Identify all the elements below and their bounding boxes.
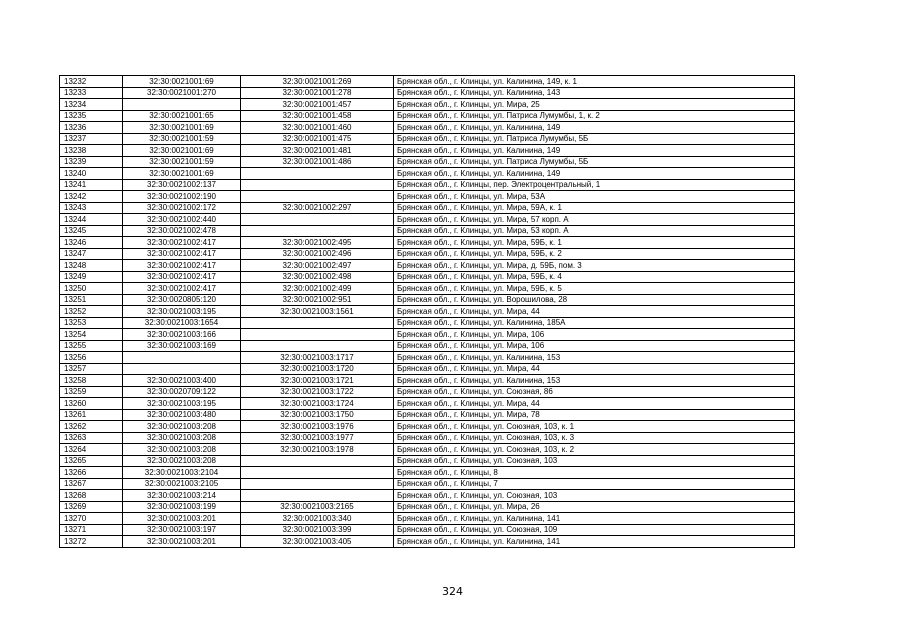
address-cell: Брянская обл., г. Клинцы, ул. Мира, 53 корп. А [394, 225, 795, 237]
row-number-cell: 13232 [60, 76, 123, 88]
table-row [60, 133, 795, 145]
address-cell: Брянская обл., г. Клинцы, ул. Калинина, 149 [394, 145, 795, 157]
cadastral-number-parcel-cell: 32:30:0021001:69 [123, 145, 241, 157]
row-number-cell: 13256 [60, 352, 123, 364]
table-row [60, 317, 795, 329]
table-row [60, 214, 795, 226]
table-row [60, 432, 795, 444]
address-cell: Брянская обл., г. Клинцы, 7 [394, 478, 795, 490]
table-row [60, 340, 795, 352]
address-cell: Брянская обл., г. Клинцы, ул. Союзная, 103, к. 1 [394, 421, 795, 433]
cadastral-number-parcel-cell: 32:30:0021003:166 [123, 329, 241, 341]
cadastral-number-object-cell: 32:30:0021003:1722 [241, 386, 394, 398]
table-row [60, 513, 795, 525]
cadastral-number-parcel-cell: 32:30:0021003:1654 [123, 317, 241, 329]
cadastral-number-parcel-cell: 32:30:0021002:417 [123, 237, 241, 249]
table-row [60, 409, 795, 421]
cadastral-number-object-cell [241, 455, 394, 467]
cadastral-number-object-cell: 32:30:0021001:278 [241, 87, 394, 99]
cadastral-number-object-cell [241, 179, 394, 191]
row-number-cell: 13242 [60, 191, 123, 203]
cadastral-number-object-cell: 32:30:0021003:1976 [241, 421, 394, 433]
cadastral-number-parcel-cell: 32:30:0021001:69 [123, 122, 241, 134]
row-number-cell: 13261 [60, 409, 123, 421]
table-row [60, 283, 795, 295]
table-row [60, 444, 795, 456]
address-cell: Брянская обл., г. Клинцы, ул. Мира, 44 [394, 306, 795, 318]
table-row [60, 455, 795, 467]
cadastral-number-parcel-cell: 32:30:0021003:480 [123, 409, 241, 421]
cadastral-number-object-cell [241, 490, 394, 502]
cadastral-number-object-cell: 32:30:0021001:486 [241, 156, 394, 168]
table-row [60, 386, 795, 398]
cadastral-number-parcel-cell: 32:30:0021003:195 [123, 398, 241, 410]
table-row [60, 156, 795, 168]
address-cell: Брянская обл., г. Клинцы, ул. Мира, 78 [394, 409, 795, 421]
cadastral-number-object-cell: 32:30:0021003:1720 [241, 363, 394, 375]
cadastral-number-parcel-cell: 32:30:0020709:122 [123, 386, 241, 398]
cadastral-number-parcel-cell: 32:30:0021002:417 [123, 248, 241, 260]
cadastral-number-parcel-cell: 32:30:0021003:197 [123, 524, 241, 536]
table-row [60, 536, 795, 548]
address-cell: Брянская обл., г. Клинцы, 8 [394, 467, 795, 479]
table-row [60, 168, 795, 180]
row-number-cell: 13235 [60, 110, 123, 122]
cadastral-number-object-cell [241, 168, 394, 180]
address-cell: Брянская обл., г. Клинцы, ул. Мира, 59Б, к. 4 [394, 271, 795, 283]
row-number-cell: 13259 [60, 386, 123, 398]
cadastral-number-parcel-cell: 32:30:0021003:208 [123, 455, 241, 467]
table-row [60, 467, 795, 479]
cadastral-number-object-cell: 32:30:0021001:457 [241, 99, 394, 111]
cadastral-number-parcel-cell: 32:30:0021003:214 [123, 490, 241, 502]
cadastral-number-parcel-cell: 32:30:0021003:199 [123, 501, 241, 513]
row-number-cell: 13266 [60, 467, 123, 479]
address-cell: Брянская обл., г. Клинцы, ул. Калинина, 149 [394, 168, 795, 180]
cadastral-number-parcel-cell: 32:30:0021003:201 [123, 513, 241, 525]
row-number-cell: 13247 [60, 248, 123, 260]
cadastral-number-parcel-cell: 32:30:0021002:417 [123, 283, 241, 295]
table-row [60, 352, 795, 364]
address-cell: Брянская обл., г. Клинцы, ул. Союзная, 103 [394, 490, 795, 502]
address-cell: Брянская обл., г. Клинцы, ул. Мира, 59Б, к. 5 [394, 283, 795, 295]
address-cell: Брянская обл., г. Клинцы, ул. Мира, 59Б, к. 1 [394, 237, 795, 249]
cadastral-number-object-cell: 32:30:0021003:1561 [241, 306, 394, 318]
row-number-cell: 13244 [60, 214, 123, 226]
address-cell: Брянская обл., г. Клинцы, ул. Мира, 53А [394, 191, 795, 203]
address-cell: Брянская обл., г. Клинцы, ул. Союзная, 109 [394, 524, 795, 536]
row-number-cell: 13257 [60, 363, 123, 375]
address-cell: Брянская обл., г. Клинцы, ул. Патриса Лумумбы, 5Б [394, 133, 795, 145]
address-cell: Брянская обл., г. Клинцы, ул. Союзная, 86 [394, 386, 795, 398]
cadastral-number-object-cell: 32:30:0021003:405 [241, 536, 394, 548]
address-cell: Брянская обл., г. Клинцы, ул. Патриса Лумумбы, 1, к. 2 [394, 110, 795, 122]
cadastral-number-parcel-cell: 32:30:0021002:137 [123, 179, 241, 191]
cadastral-number-object-cell: 32:30:0021003:1750 [241, 409, 394, 421]
address-cell: Брянская обл., г. Клинцы, ул. Мира, 57 корп. А [394, 214, 795, 226]
table-row [60, 501, 795, 513]
address-cell: Брянская обл., г. Клинцы, ул. Мира, д. 59Б, пом. 3 [394, 260, 795, 272]
cadastral-number-object-cell: 32:30:0021001:475 [241, 133, 394, 145]
row-number-cell: 13258 [60, 375, 123, 387]
cadastral-number-object-cell: 32:30:0021001:460 [241, 122, 394, 134]
address-cell: Брянская обл., г. Клинцы, ул. Калинина, 141 [394, 536, 795, 548]
table-row [60, 87, 795, 99]
row-number-cell: 13268 [60, 490, 123, 502]
cadastral-number-parcel-cell: 32:30:0021001:59 [123, 133, 241, 145]
cadastral-number-parcel-cell: 32:30:0021003:208 [123, 421, 241, 433]
row-number-cell: 13243 [60, 202, 123, 214]
table-row [60, 294, 795, 306]
row-number-cell: 13246 [60, 237, 123, 249]
table-row [60, 145, 795, 157]
table-row [60, 237, 795, 249]
cadastral-table [59, 75, 795, 548]
row-number-cell: 13241 [60, 179, 123, 191]
cadastral-number-parcel-cell: 32:30:0021002:190 [123, 191, 241, 203]
cadastral-number-parcel-cell: 32:30:0021002:440 [123, 214, 241, 226]
row-number-cell: 13269 [60, 501, 123, 513]
table-row [60, 76, 795, 88]
cadastral-number-parcel-cell: 32:30:0021001:69 [123, 168, 241, 180]
table-row [60, 478, 795, 490]
row-number-cell: 13240 [60, 168, 123, 180]
cadastral-number-object-cell: 32:30:0021002:496 [241, 248, 394, 260]
address-cell: Брянская обл., г. Клинцы, ул. Калинина, 153 [394, 352, 795, 364]
cadastral-number-object-cell: 32:30:0021002:495 [241, 237, 394, 249]
row-number-cell: 13237 [60, 133, 123, 145]
address-cell: Брянская обл., г. Клинцы, ул. Мира, 26 [394, 501, 795, 513]
cadastral-number-object-cell: 32:30:0021002:497 [241, 260, 394, 272]
cadastral-number-object-cell: 32:30:0021003:2165 [241, 501, 394, 513]
table-row [60, 179, 795, 191]
row-number-cell: 13272 [60, 536, 123, 548]
cadastral-number-parcel-cell: 32:30:0021003:2105 [123, 478, 241, 490]
address-cell: Брянская обл., г. Клинцы, ул. Калинина, 149, к. 1 [394, 76, 795, 88]
cadastral-number-parcel-cell: 32:30:0021003:400 [123, 375, 241, 387]
row-number-cell: 13239 [60, 156, 123, 168]
table-row [60, 202, 795, 214]
cadastral-number-parcel-cell [123, 99, 241, 111]
address-cell: Брянская обл., г. Клинцы, ул. Мира, 59А, к. 1 [394, 202, 795, 214]
address-cell: Брянская обл., г. Клинцы, ул. Калинина, 141 [394, 513, 795, 525]
cadastral-number-parcel-cell: 32:30:0021003:208 [123, 444, 241, 456]
cadastral-number-parcel-cell: 32:30:0021001:65 [123, 110, 241, 122]
address-cell: Брянская обл., г. Клинцы, ул. Мира, 44 [394, 398, 795, 410]
table-row [60, 421, 795, 433]
address-cell: Брянская обл., г. Клинцы, ул. Калинина, 153 [394, 375, 795, 387]
table-row [60, 248, 795, 260]
row-number-cell: 13253 [60, 317, 123, 329]
address-cell: Брянская обл., г. Клинцы, ул. Мира, 25 [394, 99, 795, 111]
cadastral-number-object-cell: 32:30:0021001:458 [241, 110, 394, 122]
cadastral-number-object-cell [241, 329, 394, 341]
row-number-cell: 13234 [60, 99, 123, 111]
cadastral-number-parcel-cell: 32:30:0021001:69 [123, 76, 241, 88]
address-cell: Брянская обл., г. Клинцы, ул. Калинина, 149 [394, 122, 795, 134]
row-number-cell: 13248 [60, 260, 123, 272]
address-cell: Брянская обл., г. Клинцы, ул. Мира, 44 [394, 363, 795, 375]
table-row [60, 99, 795, 111]
cadastral-number-object-cell: 32:30:0021003:1724 [241, 398, 394, 410]
table-row [60, 271, 795, 283]
table-row [60, 363, 795, 375]
cadastral-number-parcel-cell: 32:30:0021001:59 [123, 156, 241, 168]
table-row [60, 398, 795, 410]
cadastral-number-parcel-cell: 32:30:0021003:201 [123, 536, 241, 548]
cadastral-number-object-cell [241, 467, 394, 479]
row-number-cell: 13267 [60, 478, 123, 490]
address-cell: Брянская обл., г. Клинцы, ул. Мира, 59Б, к. 2 [394, 248, 795, 260]
cadastral-number-parcel-cell: 32:30:0021003:195 [123, 306, 241, 318]
row-number-cell: 13251 [60, 294, 123, 306]
cadastral-number-object-cell: 32:30:0021003:1721 [241, 375, 394, 387]
row-number-cell: 13233 [60, 87, 123, 99]
row-number-cell: 13260 [60, 398, 123, 410]
address-cell: Брянская обл., г. Клинцы, ул. Калинина, 143 [394, 87, 795, 99]
table-row [60, 329, 795, 341]
cadastral-number-parcel-cell [123, 352, 241, 364]
cadastral-number-parcel-cell: 32:30:0021002:417 [123, 260, 241, 272]
address-cell: Брянская обл., г. Клинцы, ул. Мира, 106 [394, 329, 795, 341]
address-cell: Брянская обл., г. Клинцы, ул. Союзная, 103 [394, 455, 795, 467]
cadastral-number-object-cell: 32:30:0021002:297 [241, 202, 394, 214]
cadastral-number-object-cell [241, 478, 394, 490]
row-number-cell: 13265 [60, 455, 123, 467]
row-number-cell: 13264 [60, 444, 123, 456]
cadastral-number-object-cell: 32:30:0021002:951 [241, 294, 394, 306]
row-number-cell: 13263 [60, 432, 123, 444]
row-number-cell: 13252 [60, 306, 123, 318]
cadastral-number-parcel-cell: 32:30:0021002:417 [123, 271, 241, 283]
cadastral-number-object-cell [241, 214, 394, 226]
row-number-cell: 13249 [60, 271, 123, 283]
address-cell: Брянская обл., г. Клинцы, ул. Союзная, 103, к. 2 [394, 444, 795, 456]
cadastral-number-parcel-cell: 32:30:0021002:478 [123, 225, 241, 237]
row-number-cell: 13271 [60, 524, 123, 536]
address-cell: Брянская обл., г. Клинцы, пер. Электроцентральный, 1 [394, 179, 795, 191]
page-number: 324 [442, 585, 463, 598]
row-number-cell: 13236 [60, 122, 123, 134]
cadastral-number-parcel-cell [123, 363, 241, 375]
table-row [60, 306, 795, 318]
cadastral-number-object-cell [241, 317, 394, 329]
row-number-cell: 13238 [60, 145, 123, 157]
cadastral-number-object-cell [241, 340, 394, 352]
table-row [60, 191, 795, 203]
cadastral-number-parcel-cell: 32:30:0021003:208 [123, 432, 241, 444]
table-row [60, 225, 795, 237]
row-number-cell: 13250 [60, 283, 123, 295]
cadastral-number-parcel-cell: 32:30:0021001:270 [123, 87, 241, 99]
table-row [60, 524, 795, 536]
cadastral-number-object-cell: 32:30:0021002:499 [241, 283, 394, 295]
table-row [60, 260, 795, 272]
cadastral-number-parcel-cell: 32:30:0021003:2104 [123, 467, 241, 479]
row-number-cell: 13255 [60, 340, 123, 352]
cadastral-number-object-cell: 32:30:0021001:481 [241, 145, 394, 157]
address-cell: Брянская обл., г. Клинцы, ул. Калинина, 185А [394, 317, 795, 329]
cadastral-number-parcel-cell: 32:30:0020805:120 [123, 294, 241, 306]
address-cell: Брянская обл., г. Клинцы, ул. Ворошилова, 28 [394, 294, 795, 306]
address-cell: Брянская обл., г. Клинцы, ул. Патриса Лумумбы, 5Б [394, 156, 795, 168]
cadastral-number-object-cell: 32:30:0021003:1978 [241, 444, 394, 456]
address-cell: Брянская обл., г. Клинцы, ул. Союзная, 103, к. 3 [394, 432, 795, 444]
row-number-cell: 13270 [60, 513, 123, 525]
cadastral-number-object-cell [241, 225, 394, 237]
cadastral-number-object-cell: 32:30:0021002:498 [241, 271, 394, 283]
cadastral-number-object-cell: 32:30:0021003:399 [241, 524, 394, 536]
cadastral-number-object-cell [241, 191, 394, 203]
cadastral-number-object-cell: 32:30:0021003:1977 [241, 432, 394, 444]
address-cell: Брянская обл., г. Клинцы, ул. Мира, 106 [394, 340, 795, 352]
table-row [60, 490, 795, 502]
row-number-cell: 13262 [60, 421, 123, 433]
cadastral-number-object-cell: 32:30:0021001:269 [241, 76, 394, 88]
cadastral-number-object-cell: 32:30:0021003:1717 [241, 352, 394, 364]
table-row [60, 110, 795, 122]
table-row [60, 375, 795, 387]
cadastral-number-parcel-cell: 32:30:0021003:169 [123, 340, 241, 352]
cadastral-number-object-cell: 32:30:0021003:340 [241, 513, 394, 525]
table-row [60, 122, 795, 134]
row-number-cell: 13245 [60, 225, 123, 237]
cadastral-table-body [60, 76, 795, 548]
row-number-cell: 13254 [60, 329, 123, 341]
cadastral-number-parcel-cell: 32:30:0021002:172 [123, 202, 241, 214]
